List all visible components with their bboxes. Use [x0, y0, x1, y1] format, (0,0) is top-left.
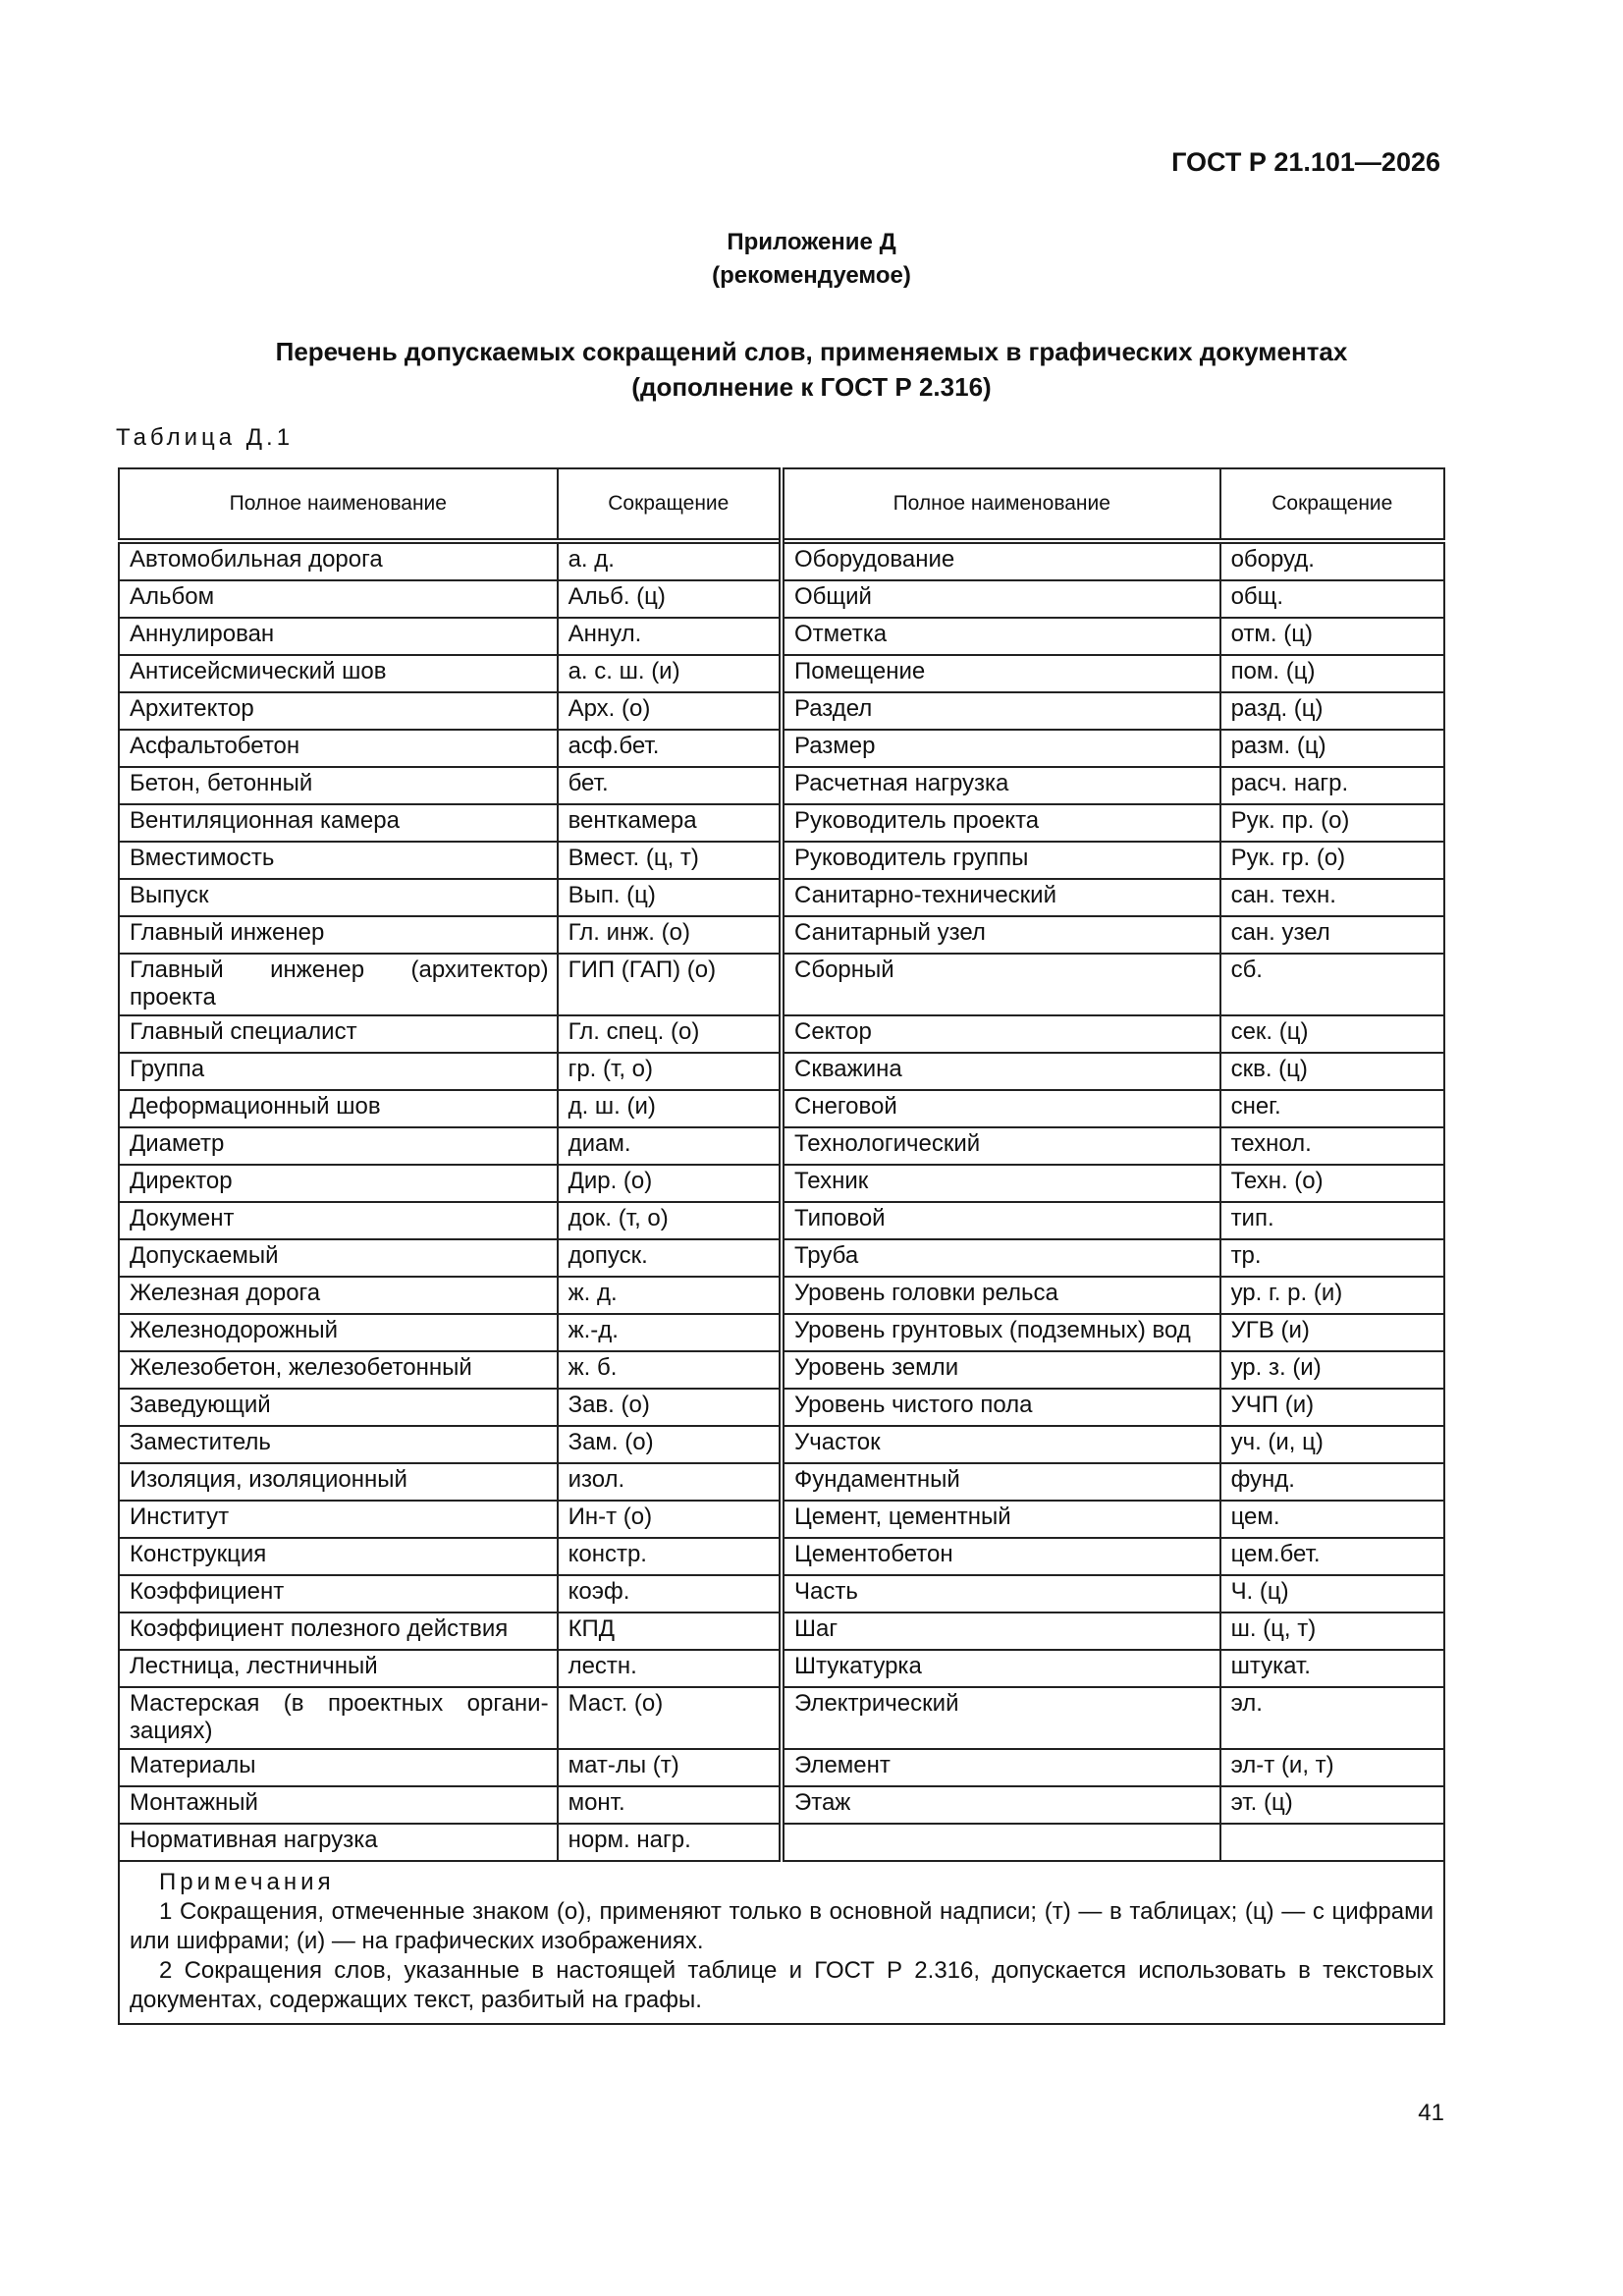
header-full-name-left: Полное наименование: [119, 468, 558, 541]
cell-full-name-right: Руководитель проекта: [782, 804, 1220, 842]
cell-full-name-right: Скважина: [782, 1053, 1220, 1090]
page-title-line-1: Перечень допускаемых сокращений слов, применяемых в графических документах: [275, 337, 1348, 366]
table-row: [119, 1613, 1444, 1650]
cell-abbreviation-left: Арх. (о): [558, 692, 782, 730]
cell-abbreviation-left: коэф.: [558, 1575, 782, 1613]
notes-heading: Примечания: [159, 1869, 335, 1895]
cell-abbreviation-left: д. ш. (и): [558, 1090, 782, 1127]
table-row: [119, 655, 1444, 692]
cell-abbreviation-left: Зам. (о): [558, 1426, 782, 1463]
cell-abbreviation-left: Вып. (ц): [558, 879, 782, 916]
cell-full-name-left: Железная дорога: [119, 1277, 558, 1314]
header-abbreviation-left: Сокращение: [558, 468, 782, 541]
cell-abbreviation-left: ж. д.: [558, 1277, 782, 1314]
cell-full-name-left: Главный инженер (архитектор) проекта: [119, 954, 558, 1015]
cell-full-name-right: Руководитель группы: [782, 842, 1220, 879]
cell-abbreviation-left: норм. нагр.: [558, 1824, 782, 1861]
cell-abbreviation-left: Гл. спец. (о): [558, 1015, 782, 1053]
document-number: ГОСТ Р 21.101—2026: [1171, 147, 1440, 177]
cell-full-name-left: Деформационный шов: [119, 1090, 558, 1127]
cell-full-name-left: Железобетон, железобетонный: [119, 1351, 558, 1389]
cell-abbreviation-left: Вмест. (ц, т): [558, 842, 782, 879]
table-row: [119, 1786, 1444, 1824]
cell-full-name-right: Раздел: [782, 692, 1220, 730]
table-header-row: [119, 468, 1444, 541]
table-row: [119, 1749, 1444, 1786]
cell-full-name-right: Общий: [782, 580, 1220, 618]
cell-full-name-right: Уровень грунтовых (подземных) вод: [782, 1314, 1220, 1351]
table-row: [119, 1463, 1444, 1501]
cell-full-name-left: Коэффициент: [119, 1575, 558, 1613]
cell-full-name-left: Институт: [119, 1501, 558, 1538]
cell-abbreviation-left: констр.: [558, 1538, 782, 1575]
cell-abbreviation-left: мат-лы (т): [558, 1749, 782, 1786]
cell-abbreviation-right: ш. (ц, т): [1220, 1613, 1444, 1650]
cell-abbreviation-right: тип.: [1220, 1202, 1444, 1239]
cell-abbreviation-left: ж.-д.: [558, 1314, 782, 1351]
page-title: [0, 334, 1623, 405]
cell-full-name-left: Нормативная нагрузка: [119, 1824, 558, 1861]
cell-full-name-left: Коэффициент полезного действия: [119, 1613, 558, 1650]
abbreviations-table: [118, 467, 1445, 2025]
cell-full-name-right: Отметка: [782, 618, 1220, 655]
table-row: [119, 1426, 1444, 1463]
table-row: [119, 1053, 1444, 1090]
cell-abbreviation-left: Гл. инж. (о): [558, 916, 782, 954]
cell-full-name-right: Уровень чистого пола: [782, 1389, 1220, 1426]
cell-full-name-right: Этаж: [782, 1786, 1220, 1824]
cell-full-name-left: Директор: [119, 1165, 558, 1202]
cell-full-name-left: Железнодорожный: [119, 1314, 558, 1351]
cell-full-name-left: Документ: [119, 1202, 558, 1239]
table-row: [119, 1351, 1444, 1389]
cell-abbreviation-left: Дир. (о): [558, 1165, 782, 1202]
table-row: [119, 1687, 1444, 1749]
cell-full-name-right: Сектор: [782, 1015, 1220, 1053]
cell-abbreviation-right: снег.: [1220, 1090, 1444, 1127]
table-row: [119, 1277, 1444, 1314]
cell-full-name-right: Оборудование: [782, 541, 1220, 580]
cell-full-name-left: Альбом: [119, 580, 558, 618]
cell-abbreviation-left: венткамера: [558, 804, 782, 842]
table-row: [119, 541, 1444, 580]
cell-full-name-right: Санитарный узел: [782, 916, 1220, 954]
cell-full-name-right: Уровень головки рельса: [782, 1277, 1220, 1314]
cell-abbreviation-right: эт. (ц): [1220, 1786, 1444, 1824]
table-row: [119, 580, 1444, 618]
cell-abbreviation-left: КПД: [558, 1613, 782, 1650]
cell-full-name-right: Элемент: [782, 1749, 1220, 1786]
table-row: [119, 1824, 1444, 1861]
cell-full-name-right: Сборный: [782, 954, 1220, 1015]
table-row: [119, 1127, 1444, 1165]
notes-cell: [119, 1861, 1444, 2024]
header-full-name-right: Полное наименование: [782, 468, 1220, 541]
cell-full-name-right: Размер: [782, 730, 1220, 767]
cell-abbreviation-right: УЧП (и): [1220, 1389, 1444, 1426]
cell-full-name-right: Снеговой: [782, 1090, 1220, 1127]
cell-abbreviation-right: Рук. пр. (о): [1220, 804, 1444, 842]
cell-abbreviation-right: сан. узел: [1220, 916, 1444, 954]
cell-abbreviation-left: Ин-т (о): [558, 1501, 782, 1538]
cell-full-name-left: Мастерская (в проектных органи-зациях): [119, 1687, 558, 1749]
cell-abbreviation-left: монт.: [558, 1786, 782, 1824]
cell-full-name-left: Выпуск: [119, 879, 558, 916]
cell-full-name-left: Бетон, бетонный: [119, 767, 558, 804]
cell-abbreviation-right: сек. (ц): [1220, 1015, 1444, 1053]
cell-abbreviation-left: ж. б.: [558, 1351, 782, 1389]
table-row: [119, 692, 1444, 730]
cell-full-name-right: Фундаментный: [782, 1463, 1220, 1501]
annex-title: Приложение Д: [727, 229, 896, 255]
cell-abbreviation-right: уч. (и, ц): [1220, 1426, 1444, 1463]
cell-full-name-right: Электрический: [782, 1687, 1220, 1749]
annex-status: (рекомендуемое): [712, 262, 911, 289]
cell-full-name-left: Заведующий: [119, 1389, 558, 1426]
cell-full-name-right: [782, 1824, 1220, 1861]
cell-abbreviation-left: Маст. (о): [558, 1687, 782, 1749]
cell-full-name-left: Автомобильная дорога: [119, 541, 558, 580]
table-row: [119, 1650, 1444, 1687]
cell-abbreviation-right: тр.: [1220, 1239, 1444, 1277]
cell-abbreviation-left: асф.бет.: [558, 730, 782, 767]
cell-abbreviation-right: скв. (ц): [1220, 1053, 1444, 1090]
table-row: [119, 618, 1444, 655]
cell-abbreviation-right: общ.: [1220, 580, 1444, 618]
cell-full-name-left: Асфальтобетон: [119, 730, 558, 767]
page-number: 41: [1418, 2100, 1444, 2126]
cell-abbreviation-right: цем.бет.: [1220, 1538, 1444, 1575]
annex-heading: [0, 226, 1623, 293]
cell-abbreviation-left: Альб. (ц): [558, 580, 782, 618]
cell-full-name-right: Уровень земли: [782, 1351, 1220, 1389]
cell-full-name-left: Антисейсмический шов: [119, 655, 558, 692]
table-row: [119, 1538, 1444, 1575]
cell-full-name-left: Материалы: [119, 1749, 558, 1786]
cell-full-name-left: Лестница, лестничный: [119, 1650, 558, 1687]
note-2: 2 Сокращения слов, указанные в настоящей таблице и ГОСТ Р 2.316, допускается использовать в текстовых документах, содержащих текст, разбитый на графы.: [130, 1957, 1434, 2013]
cell-full-name-left: Главный специалист: [119, 1015, 558, 1053]
cell-full-name-right: Помещение: [782, 655, 1220, 692]
table-caption: Таблица Д.1: [116, 424, 295, 451]
page-title-line-2: (дополнение к ГОСТ Р 2.316): [631, 372, 992, 402]
cell-abbreviation-left: а. с. ш. (и): [558, 655, 782, 692]
cell-full-name-left: Допускаемый: [119, 1239, 558, 1277]
cell-abbreviation-right: расч. нагр.: [1220, 767, 1444, 804]
cell-full-name-left: Аннулирован: [119, 618, 558, 655]
cell-full-name-left: Вместимость: [119, 842, 558, 879]
cell-abbreviation-left: Зав. (о): [558, 1389, 782, 1426]
table-row: [119, 730, 1444, 767]
table-row: [119, 767, 1444, 804]
table-row: [119, 1202, 1444, 1239]
table-row: [119, 1165, 1444, 1202]
cell-abbreviation-left: изол.: [558, 1463, 782, 1501]
cell-full-name-right: Участок: [782, 1426, 1220, 1463]
cell-full-name-right: Цементобетон: [782, 1538, 1220, 1575]
cell-abbreviation-right: ур. г. р. (и): [1220, 1277, 1444, 1314]
cell-abbreviation-right: пом. (ц): [1220, 655, 1444, 692]
cell-abbreviation-right: эл.: [1220, 1687, 1444, 1749]
table-row: [119, 1314, 1444, 1351]
table-body: [119, 541, 1444, 1861]
table-row: [119, 804, 1444, 842]
cell-full-name-right: Часть: [782, 1575, 1220, 1613]
table-row: [119, 1501, 1444, 1538]
cell-abbreviation-right: Техн. (о): [1220, 1165, 1444, 1202]
table-row: [119, 1015, 1444, 1053]
cell-full-name-left: Главный инженер: [119, 916, 558, 954]
cell-full-name-right: Шаг: [782, 1613, 1220, 1650]
cell-full-name-right: Технологический: [782, 1127, 1220, 1165]
cell-full-name-left: Диаметр: [119, 1127, 558, 1165]
table-row: [119, 1575, 1444, 1613]
cell-abbreviation-left: бет.: [558, 767, 782, 804]
cell-abbreviation-left: ГИП (ГАП) (о): [558, 954, 782, 1015]
cell-abbreviation-left: диам.: [558, 1127, 782, 1165]
cell-abbreviation-right: разд. (ц): [1220, 692, 1444, 730]
cell-abbreviation-right: ур. з. (и): [1220, 1351, 1444, 1389]
cell-abbreviation-right: сб.: [1220, 954, 1444, 1015]
cell-abbreviation-right: оборуд.: [1220, 541, 1444, 580]
cell-abbreviation-right: Рук. гр. (о): [1220, 842, 1444, 879]
table-row: [119, 954, 1444, 1015]
cell-abbreviation-left: гр. (т, о): [558, 1053, 782, 1090]
table-row: [119, 842, 1444, 879]
cell-full-name-left: Изоляция, изоляционный: [119, 1463, 558, 1501]
cell-abbreviation-right: отм. (ц): [1220, 618, 1444, 655]
cell-full-name-left: Монтажный: [119, 1786, 558, 1824]
cell-full-name-left: Заместитель: [119, 1426, 558, 1463]
cell-abbreviation-left: док. (т, о): [558, 1202, 782, 1239]
cell-full-name-right: Типовой: [782, 1202, 1220, 1239]
notes-row: [119, 1861, 1444, 2024]
cell-abbreviation-left: а. д.: [558, 541, 782, 580]
cell-abbreviation-right: фунд.: [1220, 1463, 1444, 1501]
table-row: [119, 879, 1444, 916]
cell-abbreviation-left: Аннул.: [558, 618, 782, 655]
cell-full-name-right: Штукатурка: [782, 1650, 1220, 1687]
note-1: 1 Сокращения, отмеченные знаком (о), применяют только в основной надписи; (т) — в таблицах; (ц) — с цифрами или шифрами; (и) — на графических изображениях.: [130, 1898, 1434, 1954]
table-row: [119, 916, 1444, 954]
cell-full-name-left: Вентиляционная камера: [119, 804, 558, 842]
cell-full-name-right: Цемент, цементный: [782, 1501, 1220, 1538]
table-row: [119, 1389, 1444, 1426]
cell-full-name-right: Труба: [782, 1239, 1220, 1277]
cell-abbreviation-right: [1220, 1824, 1444, 1861]
cell-full-name-left: Группа: [119, 1053, 558, 1090]
cell-abbreviation-right: цем.: [1220, 1501, 1444, 1538]
table-row: [119, 1090, 1444, 1127]
cell-abbreviation-left: допуск.: [558, 1239, 782, 1277]
cell-full-name-left: Конструкция: [119, 1538, 558, 1575]
cell-abbreviation-right: технол.: [1220, 1127, 1444, 1165]
table-row: [119, 1239, 1444, 1277]
cell-abbreviation-right: сан. техн.: [1220, 879, 1444, 916]
cell-full-name-right: Санитарно-технический: [782, 879, 1220, 916]
cell-abbreviation-right: УГВ (и): [1220, 1314, 1444, 1351]
cell-abbreviation-right: штукат.: [1220, 1650, 1444, 1687]
cell-abbreviation-right: разм. (ц): [1220, 730, 1444, 767]
cell-abbreviation-right: эл-т (и, т): [1220, 1749, 1444, 1786]
cell-abbreviation-left: лестн.: [558, 1650, 782, 1687]
cell-abbreviation-right: Ч. (ц): [1220, 1575, 1444, 1613]
cell-full-name-right: Техник: [782, 1165, 1220, 1202]
cell-full-name-left: Архитектор: [119, 692, 558, 730]
cell-full-name-right: Расчетная нагрузка: [782, 767, 1220, 804]
header-abbreviation-right: Сокращение: [1220, 468, 1444, 541]
